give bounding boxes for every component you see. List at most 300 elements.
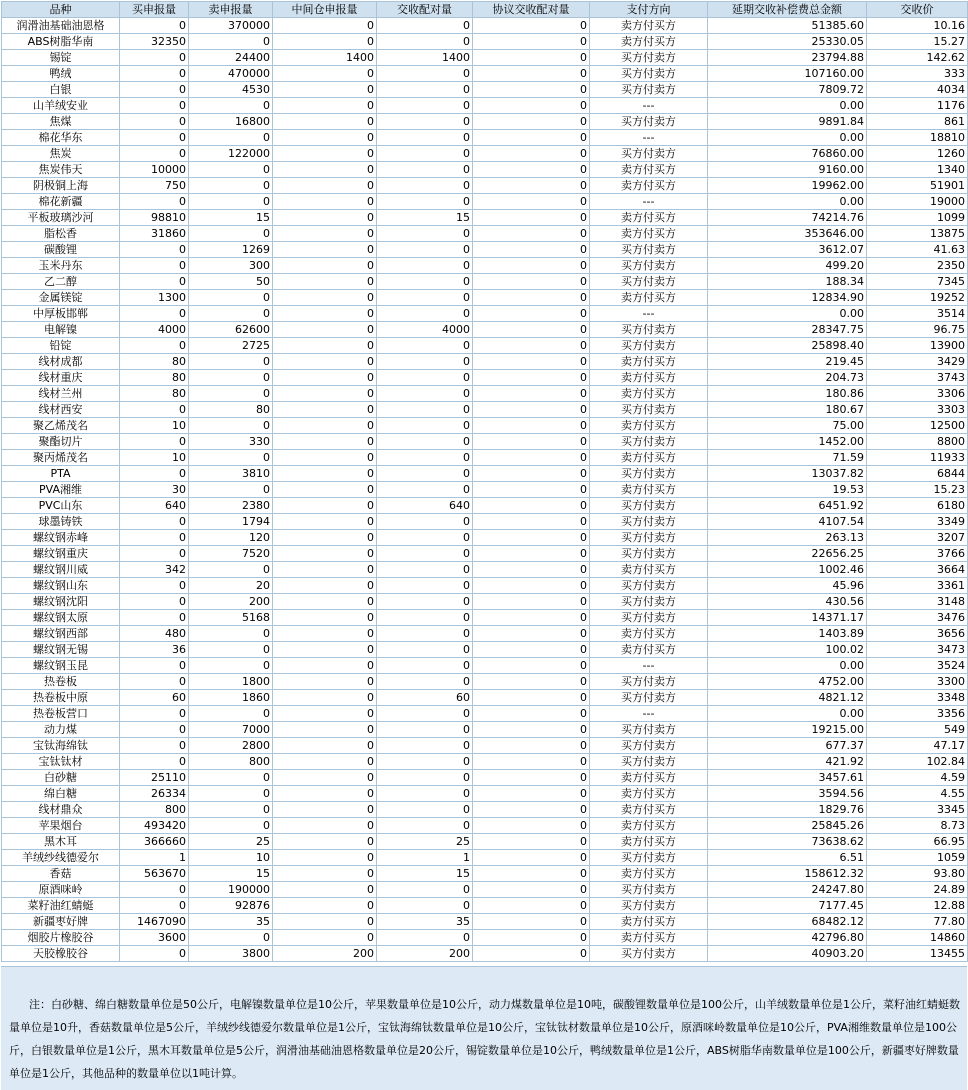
cell-compensation-total: 14371.17 [708, 610, 867, 626]
cell-sell-declared: 92876 [189, 898, 273, 914]
cell-payment-direction: 卖方付买方 [590, 210, 708, 226]
cell-matched: 0 [377, 290, 473, 306]
table-row [2, 418, 968, 434]
table-row [2, 658, 968, 674]
cell-variety: 聚丙烯茂名 [2, 450, 120, 466]
table-row [2, 834, 968, 850]
header-sell-declared: 卖申报量 [189, 2, 273, 18]
cell-sell-declared: 0 [189, 162, 273, 178]
cell-sell-declared: 20 [189, 578, 273, 594]
cell-buy-declared: 80 [120, 354, 189, 370]
cell-buy-declared: 26334 [120, 786, 189, 802]
cell-agreement-matched: 0 [473, 546, 590, 562]
cell-buy-declared: 0 [120, 594, 189, 610]
cell-buy-declared: 1 [120, 850, 189, 866]
cell-buy-declared: 0 [120, 754, 189, 770]
cell-agreement-matched: 0 [473, 290, 590, 306]
cell-middle-declared: 0 [273, 706, 377, 722]
cell-delivery-price: 1260 [867, 146, 968, 162]
cell-buy-declared: 1467090 [120, 914, 189, 930]
cell-sell-declared: 50 [189, 274, 273, 290]
cell-variety: 动力煤 [2, 722, 120, 738]
cell-agreement-matched: 0 [473, 626, 590, 642]
cell-sell-declared: 24400 [189, 50, 273, 66]
cell-delivery-price: 14860 [867, 930, 968, 946]
cell-middle-declared: 0 [273, 498, 377, 514]
cell-agreement-matched: 0 [473, 386, 590, 402]
cell-compensation-total: 3612.07 [708, 242, 867, 258]
cell-compensation-total: 0.00 [708, 306, 867, 322]
cell-agreement-matched: 0 [473, 242, 590, 258]
cell-delivery-price: 19252 [867, 290, 968, 306]
cell-middle-declared: 0 [273, 306, 377, 322]
cell-delivery-price: 3766 [867, 546, 968, 562]
cell-matched: 0 [377, 146, 473, 162]
cell-matched: 4000 [377, 322, 473, 338]
cell-payment-direction: 卖方付买方 [590, 290, 708, 306]
cell-variety: 润滑油基础油恩格 [2, 18, 120, 34]
cell-sell-declared: 1269 [189, 242, 273, 258]
cell-compensation-total: 73638.62 [708, 834, 867, 850]
cell-middle-declared: 0 [273, 434, 377, 450]
table-row [2, 322, 968, 338]
cell-sell-declared: 0 [189, 130, 273, 146]
cell-buy-declared: 0 [120, 658, 189, 674]
table-row [2, 818, 968, 834]
cell-agreement-matched: 0 [473, 690, 590, 706]
cell-payment-direction: 买方付卖方 [590, 466, 708, 482]
cell-delivery-price: 96.75 [867, 322, 968, 338]
cell-buy-declared: 60 [120, 690, 189, 706]
cell-agreement-matched: 0 [473, 818, 590, 834]
cell-agreement-matched: 0 [473, 258, 590, 274]
cell-agreement-matched: 0 [473, 754, 590, 770]
cell-variety: 碳酸锂 [2, 242, 120, 258]
cell-delivery-price: 4.55 [867, 786, 968, 802]
cell-agreement-matched: 0 [473, 98, 590, 114]
cell-agreement-matched: 0 [473, 18, 590, 34]
table-row [2, 722, 968, 738]
cell-compensation-total: 45.96 [708, 578, 867, 594]
cell-buy-declared: 0 [120, 258, 189, 274]
cell-middle-declared: 0 [273, 882, 377, 898]
cell-variety: 球墨铸铁 [2, 514, 120, 530]
cell-compensation-total: 1829.76 [708, 802, 867, 818]
cell-agreement-matched: 0 [473, 770, 590, 786]
cell-agreement-matched: 0 [473, 706, 590, 722]
cell-compensation-total: 180.86 [708, 386, 867, 402]
cell-sell-declared: 16800 [189, 114, 273, 130]
cell-agreement-matched: 0 [473, 370, 590, 386]
cell-agreement-matched: 0 [473, 802, 590, 818]
cell-middle-declared: 0 [273, 418, 377, 434]
cell-payment-direction: --- [590, 130, 708, 146]
table-row [2, 242, 968, 258]
table-row [2, 594, 968, 610]
header-payment-direction: 支付方向 [590, 2, 708, 18]
cell-delivery-price: 3524 [867, 658, 968, 674]
cell-sell-declared: 0 [189, 34, 273, 50]
cell-compensation-total: 0.00 [708, 706, 867, 722]
table-row [2, 146, 968, 162]
cell-matched: 0 [377, 882, 473, 898]
cell-sell-declared: 0 [189, 818, 273, 834]
cell-buy-declared: 25110 [120, 770, 189, 786]
table-row [2, 226, 968, 242]
cell-compensation-total: 188.34 [708, 274, 867, 290]
cell-matched: 1 [377, 850, 473, 866]
cell-buy-declared: 10 [120, 450, 189, 466]
cell-variety: 螺纹钢赤峰 [2, 530, 120, 546]
cell-sell-declared: 7000 [189, 722, 273, 738]
cell-agreement-matched: 0 [473, 850, 590, 866]
cell-middle-declared: 0 [273, 914, 377, 930]
cell-delivery-price: 13900 [867, 338, 968, 354]
table-row [2, 402, 968, 418]
cell-compensation-total: 76860.00 [708, 146, 867, 162]
cell-middle-declared: 0 [273, 114, 377, 130]
cell-middle-declared: 0 [273, 642, 377, 658]
cell-payment-direction: 买方付卖方 [590, 402, 708, 418]
cell-buy-declared: 3600 [120, 930, 189, 946]
table-row [2, 610, 968, 626]
cell-middle-declared: 0 [273, 514, 377, 530]
cell-delivery-price: 15.27 [867, 34, 968, 50]
cell-compensation-total: 1452.00 [708, 434, 867, 450]
cell-sell-declared: 62600 [189, 322, 273, 338]
cell-delivery-price: 3306 [867, 386, 968, 402]
cell-agreement-matched: 0 [473, 738, 590, 754]
cell-buy-declared: 480 [120, 626, 189, 642]
cell-delivery-price: 10.16 [867, 18, 968, 34]
cell-payment-direction: 买方付卖方 [590, 546, 708, 562]
cell-agreement-matched: 0 [473, 530, 590, 546]
cell-variety: 烟胶片橡胶谷 [2, 930, 120, 946]
cell-sell-declared: 122000 [189, 146, 273, 162]
cell-payment-direction: --- [590, 706, 708, 722]
cell-sell-declared: 7520 [189, 546, 273, 562]
cell-delivery-price: 861 [867, 114, 968, 130]
cell-compensation-total: 71.59 [708, 450, 867, 466]
cell-variety: 焦煤 [2, 114, 120, 130]
cell-middle-declared: 0 [273, 786, 377, 802]
cell-buy-declared: 0 [120, 610, 189, 626]
cell-agreement-matched: 0 [473, 498, 590, 514]
cell-sell-declared: 0 [189, 802, 273, 818]
cell-buy-declared: 32350 [120, 34, 189, 50]
cell-matched: 0 [377, 242, 473, 258]
cell-payment-direction: --- [590, 98, 708, 114]
cell-delivery-price: 1176 [867, 98, 968, 114]
cell-matched: 0 [377, 514, 473, 530]
table-row [2, 354, 968, 370]
cell-buy-declared: 0 [120, 66, 189, 82]
cell-compensation-total: 9891.84 [708, 114, 867, 130]
report-page [0, 1, 968, 1090]
table-row [2, 930, 968, 946]
cell-agreement-matched: 0 [473, 610, 590, 626]
cell-delivery-price: 77.80 [867, 914, 968, 930]
cell-delivery-price: 3743 [867, 370, 968, 386]
cell-middle-declared: 0 [273, 562, 377, 578]
cell-buy-declared: 750 [120, 178, 189, 194]
cell-payment-direction: 买方付卖方 [590, 498, 708, 514]
cell-sell-declared: 35 [189, 914, 273, 930]
cell-agreement-matched: 0 [473, 82, 590, 98]
cell-delivery-price: 19000 [867, 194, 968, 210]
cell-payment-direction: 买方付卖方 [590, 898, 708, 914]
cell-payment-direction: 卖方付买方 [590, 226, 708, 242]
cell-variety: 阴极铜上海 [2, 178, 120, 194]
cell-middle-declared: 0 [273, 242, 377, 258]
cell-variety: 线材西安 [2, 402, 120, 418]
cell-sell-declared: 15 [189, 210, 273, 226]
cell-sell-declared: 1860 [189, 690, 273, 706]
cell-sell-declared: 10 [189, 850, 273, 866]
cell-agreement-matched: 0 [473, 66, 590, 82]
cell-middle-declared: 0 [273, 626, 377, 642]
cell-middle-declared: 0 [273, 530, 377, 546]
cell-sell-declared: 0 [189, 562, 273, 578]
cell-variety: 螺纹钢西部 [2, 626, 120, 642]
cell-delivery-price: 333 [867, 66, 968, 82]
cell-middle-declared: 0 [273, 898, 377, 914]
cell-payment-direction: 卖方付买方 [590, 930, 708, 946]
cell-middle-declared: 0 [273, 722, 377, 738]
cell-matched: 200 [377, 946, 473, 962]
cell-sell-declared: 25 [189, 834, 273, 850]
cell-sell-declared: 0 [189, 450, 273, 466]
cell-variety: 中厚板邯郸 [2, 306, 120, 322]
cell-agreement-matched: 0 [473, 306, 590, 322]
cell-delivery-price: 93.80 [867, 866, 968, 882]
cell-matched: 0 [377, 754, 473, 770]
cell-matched: 0 [377, 34, 473, 50]
cell-delivery-price: 3356 [867, 706, 968, 722]
table-row [2, 482, 968, 498]
cell-matched: 35 [377, 914, 473, 930]
cell-middle-declared: 0 [273, 66, 377, 82]
table-row [2, 898, 968, 914]
cell-variety: 乙二醇 [2, 274, 120, 290]
header-agreement-matched: 协议交收配对量 [473, 2, 590, 18]
table-row [2, 866, 968, 882]
cell-buy-declared: 10 [120, 418, 189, 434]
cell-middle-declared: 0 [273, 34, 377, 50]
cell-buy-declared: 36 [120, 642, 189, 658]
cell-sell-declared: 0 [189, 418, 273, 434]
cell-delivery-price: 6180 [867, 498, 968, 514]
cell-payment-direction: 卖方付买方 [590, 770, 708, 786]
cell-buy-declared: 0 [120, 578, 189, 594]
cell-compensation-total: 74214.76 [708, 210, 867, 226]
cell-compensation-total: 180.67 [708, 402, 867, 418]
cell-sell-declared: 4530 [189, 82, 273, 98]
cell-sell-declared: 0 [189, 226, 273, 242]
cell-payment-direction: 卖方付买方 [590, 18, 708, 34]
cell-buy-declared: 0 [120, 194, 189, 210]
cell-middle-declared: 0 [273, 850, 377, 866]
cell-delivery-price: 1059 [867, 850, 968, 866]
cell-variety: 聚乙烯茂名 [2, 418, 120, 434]
cell-buy-declared: 0 [120, 130, 189, 146]
cell-variety: PVC山东 [2, 498, 120, 514]
cell-payment-direction: 卖方付买方 [590, 818, 708, 834]
cell-payment-direction: 买方付卖方 [590, 738, 708, 754]
table-row [2, 882, 968, 898]
cell-delivery-price: 6844 [867, 466, 968, 482]
table-row [2, 674, 968, 690]
cell-sell-declared: 0 [189, 482, 273, 498]
cell-delivery-price: 3429 [867, 354, 968, 370]
cell-matched: 1400 [377, 50, 473, 66]
cell-matched: 0 [377, 546, 473, 562]
cell-sell-declared: 370000 [189, 18, 273, 34]
cell-variety: 鸭绒 [2, 66, 120, 82]
table-row [2, 130, 968, 146]
cell-buy-declared: 0 [120, 434, 189, 450]
cell-payment-direction: 买方付卖方 [590, 722, 708, 738]
cell-sell-declared: 5168 [189, 610, 273, 626]
cell-agreement-matched: 0 [473, 130, 590, 146]
cell-matched: 0 [377, 82, 473, 98]
cell-buy-declared: 0 [120, 466, 189, 482]
cell-sell-declared: 0 [189, 354, 273, 370]
cell-sell-declared: 120 [189, 530, 273, 546]
table-row [2, 210, 968, 226]
cell-buy-declared: 0 [120, 898, 189, 914]
cell-agreement-matched: 0 [473, 226, 590, 242]
cell-buy-declared: 0 [120, 514, 189, 530]
table-row [2, 530, 968, 546]
table-row [2, 306, 968, 322]
cell-sell-declared: 3810 [189, 466, 273, 482]
cell-variety: 山羊绒安业 [2, 98, 120, 114]
cell-agreement-matched: 0 [473, 930, 590, 946]
cell-matched: 0 [377, 98, 473, 114]
cell-middle-declared: 0 [273, 754, 377, 770]
cell-delivery-price: 12.88 [867, 898, 968, 914]
cell-middle-declared: 0 [273, 866, 377, 882]
table-row [2, 194, 968, 210]
table-row [2, 258, 968, 274]
cell-matched: 0 [377, 450, 473, 466]
cell-variety: 宝钛钛材 [2, 754, 120, 770]
cell-compensation-total: 25845.26 [708, 818, 867, 834]
cell-middle-declared: 0 [273, 818, 377, 834]
cell-compensation-total: 4821.12 [708, 690, 867, 706]
cell-payment-direction: 买方付卖方 [590, 146, 708, 162]
cell-delivery-price: 3348 [867, 690, 968, 706]
cell-delivery-price: 3207 [867, 530, 968, 546]
cell-buy-declared: 0 [120, 82, 189, 98]
cell-middle-declared: 0 [273, 482, 377, 498]
cell-variety: 苹果烟台 [2, 818, 120, 834]
cell-buy-declared: 4000 [120, 322, 189, 338]
cell-payment-direction: 卖方付买方 [590, 162, 708, 178]
cell-buy-declared: 0 [120, 882, 189, 898]
cell-payment-direction: 卖方付买方 [590, 178, 708, 194]
cell-middle-declared: 0 [273, 338, 377, 354]
table-row [2, 546, 968, 562]
cell-variety: 热卷板中原 [2, 690, 120, 706]
header-buy-declared: 买申报量 [120, 2, 189, 18]
cell-buy-declared: 0 [120, 242, 189, 258]
cell-buy-declared: 98810 [120, 210, 189, 226]
cell-payment-direction: 买方付卖方 [590, 578, 708, 594]
cell-buy-declared: 0 [120, 946, 189, 962]
cell-matched: 0 [377, 66, 473, 82]
cell-matched: 15 [377, 210, 473, 226]
cell-buy-declared: 1300 [120, 290, 189, 306]
cell-variety: 热卷板 [2, 674, 120, 690]
cell-payment-direction: 卖方付买方 [590, 626, 708, 642]
cell-sell-declared: 0 [189, 658, 273, 674]
cell-delivery-price: 7345 [867, 274, 968, 290]
cell-compensation-total: 430.56 [708, 594, 867, 610]
table-row [2, 274, 968, 290]
cell-middle-declared: 0 [273, 194, 377, 210]
cell-sell-declared: 0 [189, 706, 273, 722]
cell-compensation-total: 100.02 [708, 642, 867, 658]
cell-variety: 新疆枣好牌 [2, 914, 120, 930]
table-row [2, 914, 968, 930]
cell-delivery-price: 24.89 [867, 882, 968, 898]
cell-delivery-price: 3664 [867, 562, 968, 578]
cell-middle-declared: 0 [273, 930, 377, 946]
cell-variety: 平板玻璃沙河 [2, 210, 120, 226]
cell-compensation-total: 12834.90 [708, 290, 867, 306]
cell-delivery-price: 3514 [867, 306, 968, 322]
cell-agreement-matched: 0 [473, 594, 590, 610]
cell-payment-direction: 卖方付买方 [590, 418, 708, 434]
cell-middle-declared: 0 [273, 226, 377, 242]
cell-middle-declared: 0 [273, 594, 377, 610]
cell-variety: 螺纹钢重庆 [2, 546, 120, 562]
cell-payment-direction: 卖方付买方 [590, 482, 708, 498]
cell-variety: 白银 [2, 82, 120, 98]
table-row [2, 466, 968, 482]
cell-matched: 0 [377, 658, 473, 674]
cell-agreement-matched: 0 [473, 418, 590, 434]
cell-compensation-total: 677.37 [708, 738, 867, 754]
footnote: 注：白砂糖、绵白糖数量单位是50公斤，电解镍数量单位是10公斤，苹果数量单位是10公斤，动力煤数量单位是10吨，碳酸锂数量单位是100公斤，山羊绒数量单位是1公斤，菜籽油红蜻蜓数量单位是10升，香菇数量单位是5公斤，羊绒纱线德爱尔数量单位是1公斤，宝钛海绵钛数量单位是10公斤，宝钛钛材数量单位是10公斤，原酒咪岭数量单位是10公斤，PVA湘维数量单位是100公斤，白银数量单位是1公斤，黑木耳数量单位是5公斤，润滑油基础油恩格数量单位是20公斤，锡锭数量单位是10公斤，鸭绒数量单位是1公斤，ABS树脂华南数量单位是100公斤，新疆枣好牌数量单位是1公斤，其他品种的数量单位以1吨计算。 [1, 966, 967, 1090]
cell-sell-declared: 15 [189, 866, 273, 882]
cell-compensation-total: 19215.00 [708, 722, 867, 738]
cell-variety: 金属镁锭 [2, 290, 120, 306]
cell-agreement-matched: 0 [473, 898, 590, 914]
cell-delivery-price: 51901 [867, 178, 968, 194]
cell-compensation-total: 9160.00 [708, 162, 867, 178]
cell-variety: 棉花新疆 [2, 194, 120, 210]
cell-payment-direction: 卖方付买方 [590, 914, 708, 930]
cell-sell-declared: 0 [189, 930, 273, 946]
cell-middle-declared: 0 [273, 146, 377, 162]
cell-variety: 螺纹钢沈阳 [2, 594, 120, 610]
cell-middle-declared: 0 [273, 578, 377, 594]
cell-matched: 640 [377, 498, 473, 514]
cell-agreement-matched: 0 [473, 146, 590, 162]
cell-middle-declared: 0 [273, 738, 377, 754]
table-row [2, 498, 968, 514]
cell-payment-direction: 买方付卖方 [590, 754, 708, 770]
cell-payment-direction: 买方付卖方 [590, 530, 708, 546]
cell-matched: 0 [377, 114, 473, 130]
cell-compensation-total: 4752.00 [708, 674, 867, 690]
table-row [2, 50, 968, 66]
cell-variety: 焦炭 [2, 146, 120, 162]
cell-middle-declared: 0 [273, 322, 377, 338]
